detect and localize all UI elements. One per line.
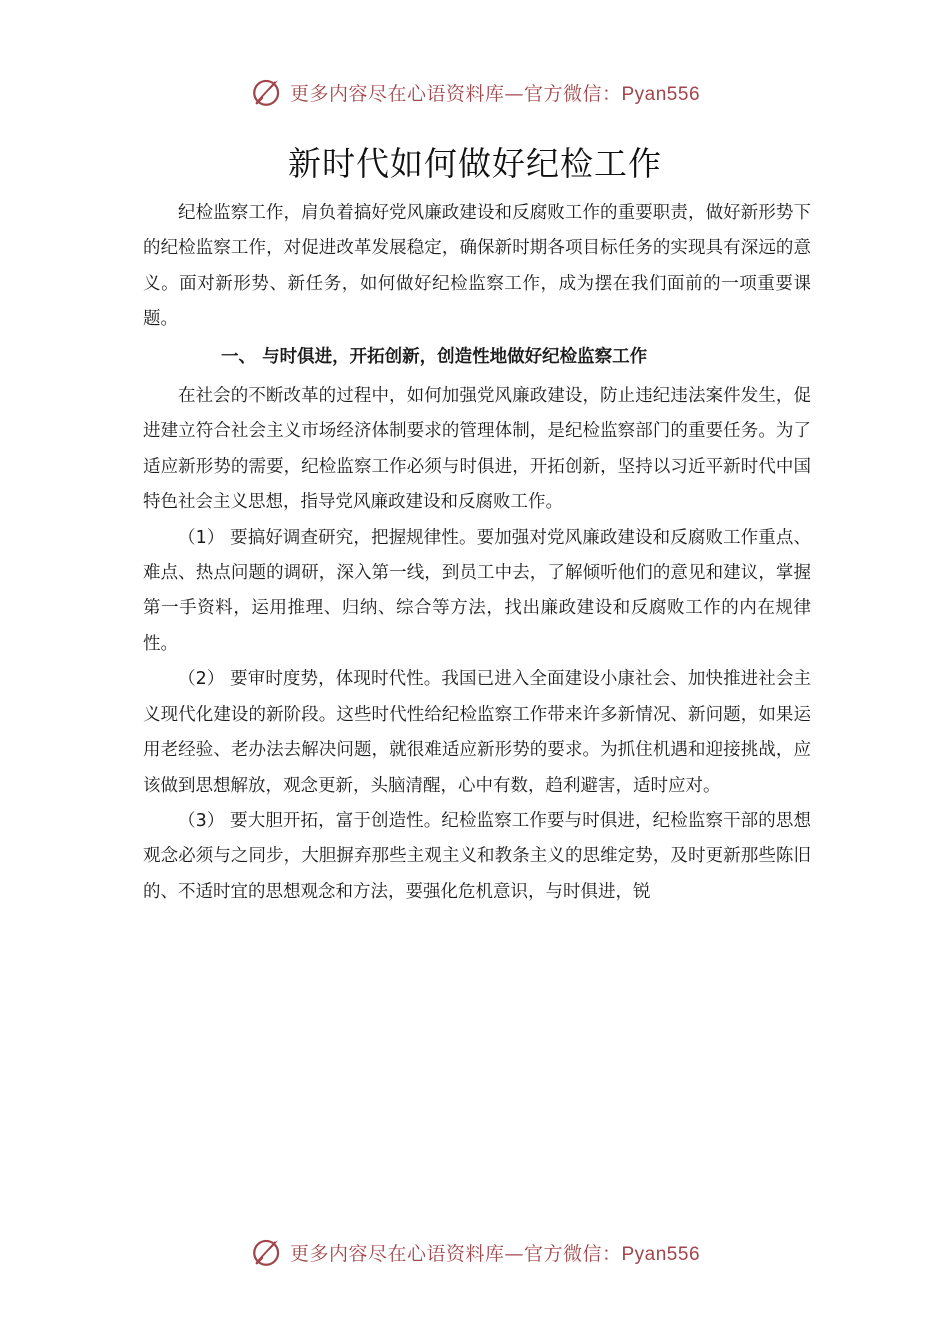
paragraph-section-1: 在社会的不断改革的过程中，如何加强党风廉政建设，防止违纪违法案件发生，促进建立符合社会主义市场经济体制要求的管理体制，是纪检监察部门的重要任务。为了适应新形势的需要，纪检监察工作必须与时俱进，开拓创新，坚持以习近平新时代中国特色社会主义思想，指导党风廉政建设和反腐败工作。 <box>143 386 811 513</box>
document-body <box>143 196 811 910</box>
header-watermark <box>0 72 950 112</box>
paragraph-intro: 纪检监察工作，肩负着搞好党风廉政建设和反腐败工作的重要职责，做好新形势下的纪检监察工作，对促进改革发展稳定，确保新时期各项目标任务的实现具有深远的意义。面对新形势、新任务，如何做好纪检监察工作，成为摆在我们面前的一项重要课题。 <box>143 203 811 330</box>
quill-pen-logo <box>250 75 284 109</box>
footer-watermark <box>0 1232 950 1272</box>
paragraph-item-2: （2） 要审时度势，体现时代性。我国已进入全面建设小康社会、加快推进社会主义现代化建设的新阶段。这些时代性给纪检监察工作带来许多新情况、新问题，如果运用老经验、老办法去解决问题，就很难适应新形势的要求。为抓住机遇和迎接挑战，应该做到思想解放，观念更新，头脑清醒，心中有数，趋利避害，适时应对。 <box>143 669 811 796</box>
quill-pen-logo <box>250 1235 284 1269</box>
section-heading-1: 一、 与时俱进，开拓创新，创造性地做好纪检监察工作 <box>221 346 648 367</box>
paragraph-item-3: （3） 要大胆开拓，富于创造性。纪检监察工作要与时俱进，纪检监察干部的思想观念必须与之同步，大胆摒弃那些主观主义和教条主义的思维定势，及时更新那些陈旧的、不适时宜的思想观念和方法，要强化危机意识，与时俱进，锐 <box>143 810 811 902</box>
watermark-text: 更多内容尽在心语资料库—官方微信：Pyan556 <box>289 82 701 105</box>
watermark-text: 更多内容尽在心语资料库—官方微信：Pyan556 <box>289 1242 701 1265</box>
document-title: 新时代如何做好纪检工作 <box>288 144 662 183</box>
paragraph-item-1: （1） 要搞好调查研究，把握规律性。要加强对党风廉政建设和反腐败工作重点、难点、热点问题的调研，深入第一线，到员工中去，了解倾听他们的意见和建议，掌握第一手资料，运用推理、归纳、综合等方法，找出廉政建设和反腐败工作的内在规律性。 <box>143 527 811 654</box>
